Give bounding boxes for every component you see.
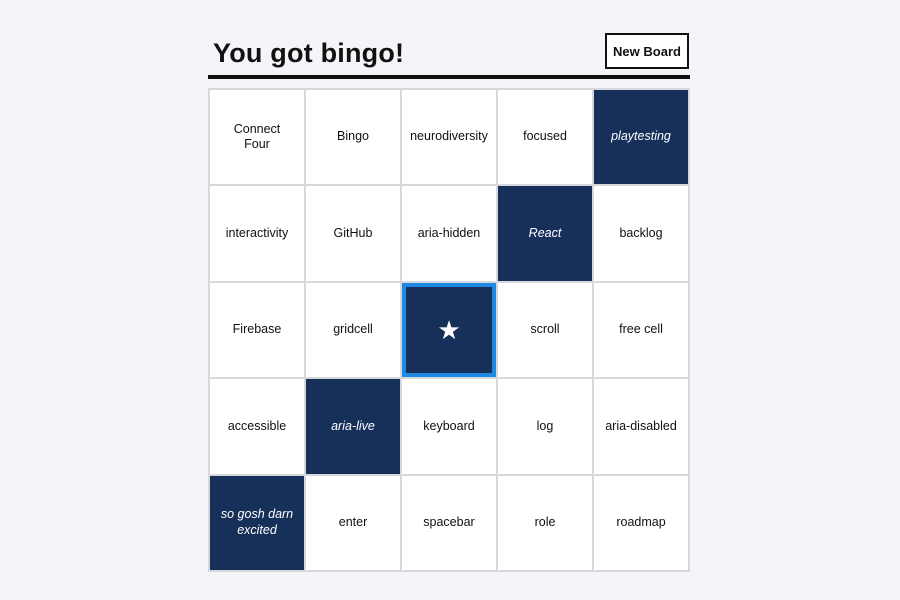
bingo-cell[interactable] <box>210 476 304 570</box>
bingo-cell[interactable] <box>498 186 592 280</box>
bingo-cell[interactable] <box>498 283 592 377</box>
bingo-cell-label: Connect Four <box>233 121 281 152</box>
bingo-cell-label: GitHub <box>333 225 373 240</box>
bingo-cell[interactable] <box>594 476 688 570</box>
bingo-cell[interactable] <box>306 379 400 473</box>
bingo-cell-label: focused <box>523 129 567 144</box>
bingo-cell[interactable] <box>594 379 688 473</box>
bingo-cell-label: backlog <box>619 225 663 240</box>
bingo-cell-label: aria-hidden <box>417 225 481 240</box>
bingo-cell-label: Bingo <box>337 129 369 144</box>
bingo-cell[interactable] <box>306 476 400 570</box>
bingo-cell[interactable] <box>498 90 592 184</box>
bingo-cell[interactable] <box>402 379 496 473</box>
bingo-cell-label: so gosh darn excited <box>220 507 294 537</box>
bingo-cell-label: accessible <box>227 418 287 433</box>
bingo-cell[interactable] <box>594 186 688 280</box>
bingo-cell-label: scroll <box>530 322 560 337</box>
bingo-cell-label: gridcell <box>333 322 373 337</box>
bingo-cell[interactable] <box>402 476 496 570</box>
bingo-cell[interactable] <box>498 379 592 473</box>
bingo-cell-label: neurodiversity <box>410 129 488 144</box>
bingo-cell-label: Firebase <box>232 322 282 337</box>
bingo-cell-label: enter <box>338 514 368 529</box>
page-title: You got bingo! <box>213 38 405 68</box>
star-icon: ★ <box>437 314 461 345</box>
bingo-cell[interactable] <box>594 283 688 377</box>
bingo-cell-label: spacebar <box>423 514 475 529</box>
new-board-button[interactable]: New Board <box>605 33 689 69</box>
bingo-cell-label: aria-disabled <box>605 418 677 433</box>
bingo-cell[interactable] <box>210 283 304 377</box>
bingo-cell-label: keyboard <box>423 418 475 433</box>
bingo-cell-label: roadmap <box>616 514 666 529</box>
bingo-cell[interactable] <box>402 90 496 184</box>
bingo-cell[interactable] <box>306 283 400 377</box>
bingo-cell[interactable] <box>306 90 400 184</box>
bingo-cell[interactable] <box>210 186 304 280</box>
bingo-cell[interactable] <box>402 186 496 280</box>
bingo-cell[interactable] <box>210 379 304 473</box>
bingo-cell-label: aria-live <box>331 418 375 433</box>
bingo-cell-label: playtesting <box>611 129 671 144</box>
bingo-cell[interactable] <box>594 90 688 184</box>
free-center-cell[interactable] <box>402 283 496 377</box>
bingo-cell-label: React <box>528 225 562 240</box>
header <box>208 33 690 79</box>
bingo-cell-label: interactivity <box>225 225 289 240</box>
bingo-cell-label: free cell <box>619 322 663 337</box>
bingo-grid <box>208 88 690 572</box>
bingo-cell[interactable] <box>306 186 400 280</box>
bingo-cell[interactable] <box>498 476 592 570</box>
bingo-app <box>208 33 690 537</box>
bingo-cell-label: log <box>536 418 554 433</box>
bingo-cell-label: role <box>534 514 556 529</box>
bingo-cell[interactable] <box>210 90 304 184</box>
